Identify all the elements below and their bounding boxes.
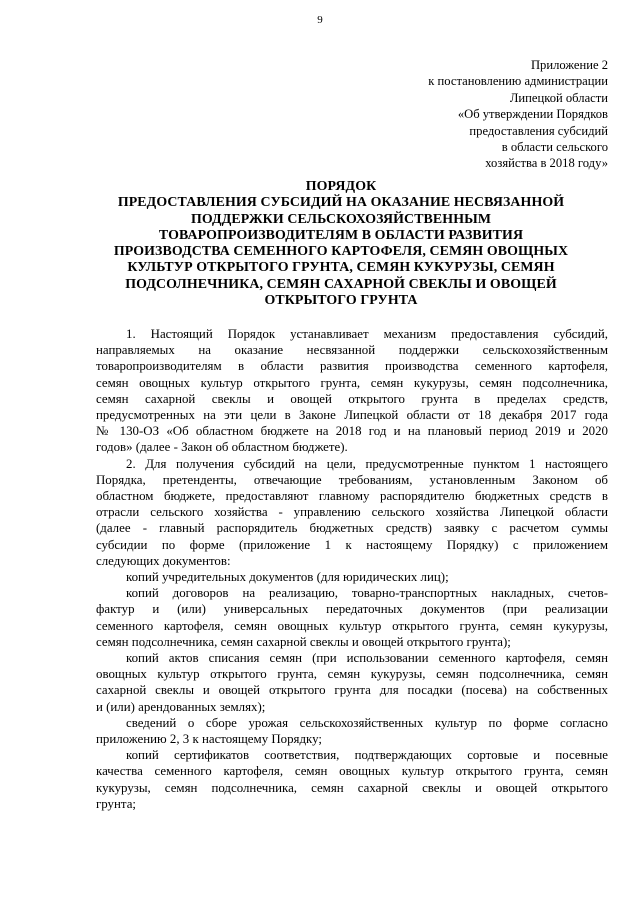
appendix-line: Приложение 2 [530,58,608,72]
appendix-header [428,57,608,172]
body-line: копий сертификатов соответствия, подтверждающих сортовые и посевные [126,748,608,763]
body-line: 2. Для получения субсидий на цели, предусмотренные пунктом 1 настоящего [126,456,608,471]
body-line: Порядка, претенденты, отвечающие требованиям, установленным Законом об [96,472,608,487]
body-line: (далее - главный распорядитель бюджетных средств) заявку с расчетом суммы [96,521,608,536]
body-line: субсидии по форме (приложение 1 к настоящему Порядку) с приложением [96,537,608,552]
appendix-line: Липецкой области [509,90,608,105]
body-paragraph [96,326,608,456]
document-body [96,326,608,812]
body-line: годов» (далее - Закон об областном бюджете). [96,440,348,455]
title-line: ПОДДЕРЖКИ СЕЛЬСКОХОЗЯЙСТВЕННЫМ [190,211,492,227]
body-line: и (или) арендованных землях); [96,699,266,714]
body-line: фактур и (или) универсальных передаточных документов (при реализации [96,602,608,617]
body-line: приложению 2, 3 к настоящему Порядку; [96,732,322,747]
body-line: следующих документов: [96,553,231,568]
body-line: отрасли сельского хозяйства - управлению сельского хозяйства Липецкой области [96,505,608,520]
body-paragraph [96,715,608,747]
body-line: копий учредительных документов (для юридических лиц); [126,570,449,585]
body-line: копий актов списания семян (при использовании семенного картофеля, семян [126,651,608,666]
title-line: ПРОИЗВОДСТВА СЕМЕННОГО КАРТОФЕЛЯ, СЕМЯН ОВОЩНЫХ [113,244,569,260]
body-paragraph [96,650,608,715]
body-line: семян сахарной свеклы и овощей открытого грунта в пределах средств, [96,391,608,406]
appendix-line: «Об утверждении Порядков [457,107,608,122]
body-line: семян подсолнечника, семян сахарной свеклы и овощей открытого грунта); [96,634,511,649]
body-line: товаропроизводителям в области развития производства семенного картофеля, [96,359,608,374]
body-line: сахарной свеклы и овощей открытого грунта для посадки (посева) на собственных [96,683,608,698]
body-line: семенного картофеля, семян овощных культур открытого грунта, семян кукурузы, [96,618,608,633]
title-line: ПОДСОЛНЕЧНИКА, СЕМЯН САХАРНОЙ СВЕКЛЫ И ОВОЩЕЙ [125,276,557,292]
body-line: № 130-ОЗ «Об областном бюджете на 2018 год и на плановый период 2019 и 2020 [96,424,608,439]
title-line: ТОВАРОПРОИЗВОДИТЕЛЯМ В ОБЛАСТИ РАЗВИТИЯ [158,227,524,243]
title-line: ОТКРЫТОГО ГРУНТА [264,293,418,309]
title-line: ПРЕДОСТАВЛЕНИЯ СУБСИДИЙ НА ОКАЗАНИЕ НЕСВЯЗАННОЙ [117,195,565,211]
title-line: ПОРЯДОК [305,179,377,194]
body-paragraph [96,456,608,569]
body-line: качества семенного картофеля, семян овощных культур открытого грунта, семян [96,764,608,779]
appendix-line: к постановлению администрации [428,74,608,89]
body-line: областном бюджете, предоставляют главному распорядителю бюджетных средств в [96,489,608,504]
body-line: кукурузы, семян подсолнечника, семян сахарной свеклы и овощей открытого [96,780,608,795]
body-paragraph [96,747,608,812]
body-paragraph [96,569,608,585]
document-title [60,179,622,309]
appendix-line: хозяйства в 2018 году» [485,156,608,171]
body-line: овощных культур открытого грунта, семян кукурузы, семян подсолнечника, семян [96,667,608,682]
body-line: сведений о сборе урожая сельскохозяйственных культур по форме согласно [126,715,608,730]
page-number: 9 [317,14,323,26]
body-line: грунта; [96,796,136,811]
appendix-line: в области сельского [501,140,608,155]
appendix-line: предоставления субсидий [469,123,608,138]
title-line: КУЛЬТУР ОТКРЫТОГО ГРУНТА, СЕМЯН КУКУРУЗЫ, СЕМЯН [127,260,555,276]
body-paragraph [96,585,608,650]
body-line: копий договоров на реализацию, товарно-транспортных накладных, счетов- [126,586,608,601]
body-line: семян овощных культур открытого грунта, семян кукурузы, семян подсолнечника, [96,375,608,390]
body-line: направляемых на оказание несвязанной поддержки сельскохозяйственным [96,343,608,358]
body-line: 1. Настоящий Порядок устанавливает механизм предоставления субсидий, [126,327,608,341]
body-line: предусмотренных на эти цели в Законе Липецкой области от 18 декабря 2017 года [96,408,608,423]
